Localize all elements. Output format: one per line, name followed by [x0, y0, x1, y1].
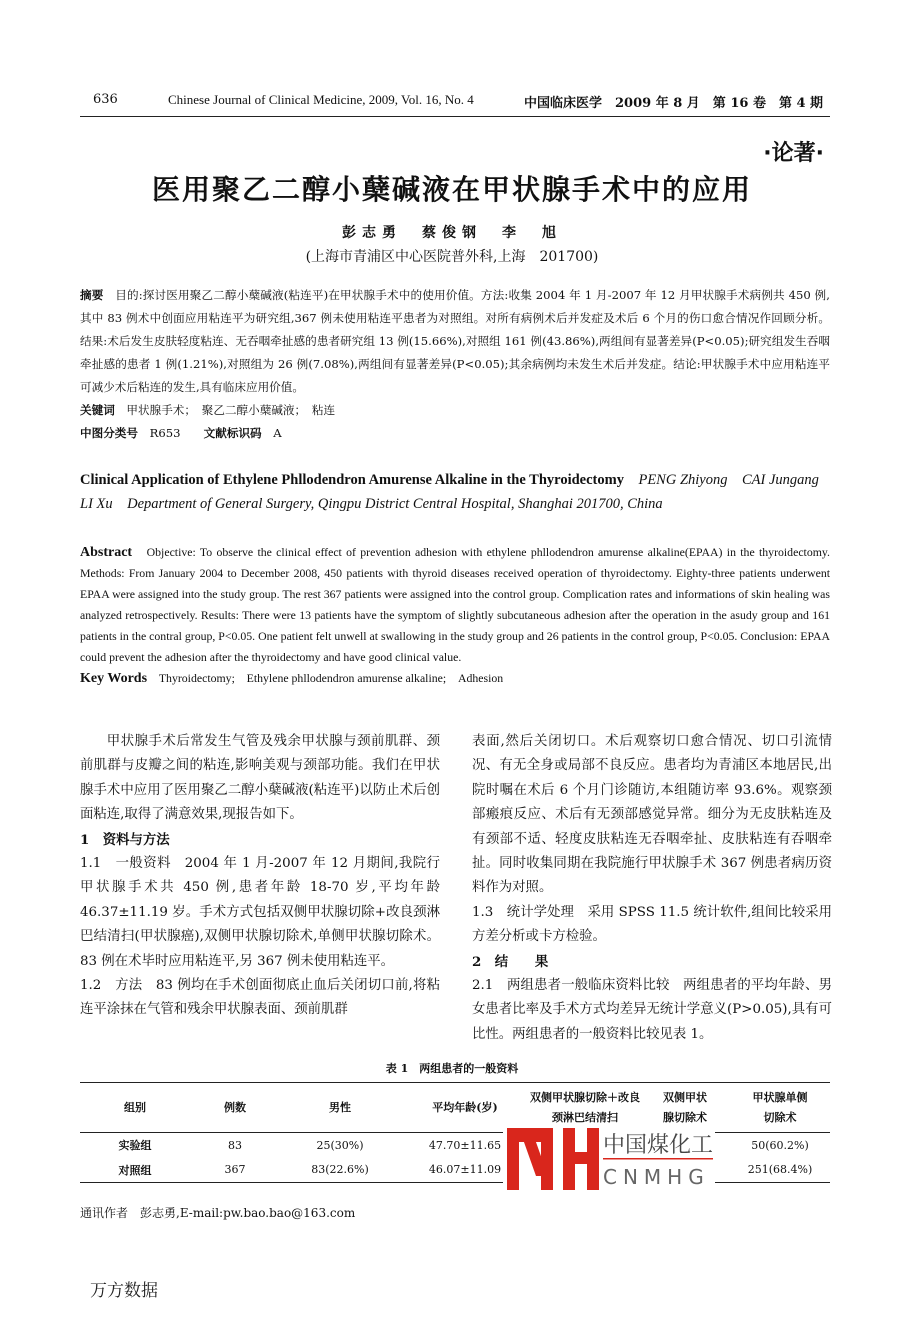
body-right-column: 表面,然后关闭切口。术后观察切口愈合情况、切口引流情况、有无全身或局部不良反应。患者均为青浦区本地居民,出院时嘱在术后 6 个月门诊随访,本组随访率 93.6%。观察颈部瘢痕反应、术后有无颈部感觉异常。细分为无皮肤粘连及有颈部不适、轻度皮肤粘连无吞咽牵扯、皮肤粘连有吞咽牵扯。同时收集同期在我院施行甲状腺手术 367 例患者病历资料作为对照。 1.3 统计学处理 采用 SPSS 11.5 统计软件,组间比较采用方差分析或卡方检验。 2 结 果 2.1 两组患者一般临床资料比较 两组患者的平均年龄、男女患者比率及手术方式均差异无统计学意义(P>0.05),具有可比性。两组患者的一般资料比较见表 1。 — [472, 734, 832, 1042]
table-row: 实验组 83 25(30%) 47.70±11.65 50(60.2%) — [118, 1138, 809, 1153]
en-title-block: Clinical Application of Ethylene Phllodendron Amurense Alkaline in the Thyroidectomy PENG Zhiyong CAI Jungang LI Xu Department of General Surgery, Qingpu District Central Hospital, Shanghai 201700, China — [80, 472, 834, 512]
table-row: 对照组 367 83(22.6%) 46.07±11.09 251(68.4%) — [80, 1158, 830, 1183]
abstract-en: Abstract Objective: To observe the clinical effect of prevention adhesion with ethylene phllodendron amurense alkaline(EPAA) in the thyroidectomy. Methods: From January 2004 to December 2008, 450 patients with thyroid diseases received operation of thyroidectomy. Eighty-three patients underwent EPAA were assigned into the study group. The rest 367 patients were assigned into the control group. Complication rates and informations of skin healing was analyzed retrospectively. Results: There were 13 patients have the symptom of slightly subcutaneous adhesion after the operation in the asudy group and 161 patients in the contral group, P<0.05. One patient felt unwell at swallowing in the study group and 26 patients in the control group, P<0.05. Conclusion: EPAA could prevent the adhesion after the thyroidectomy and have good clinical value. Key Words Thyroidectomy; Ethylene phllodendron amurense alkaline; Adhesion — [80, 545, 830, 686]
svg-text:中国煤化工: 中国煤化工 — [603, 1133, 714, 1158]
authors: 彭志勇 蔡俊钢 李 旭 — [342, 225, 562, 241]
classification: 中图分类号 R653 文献标识码 A — [80, 426, 282, 440]
source-label: 万方数据 — [90, 1281, 158, 1301]
paper-title: 医用聚乙二醇小蘖碱液在甲状腺手术中的应用 — [151, 173, 752, 206]
keywords-cn: 关键词 甲状腺手术； 聚乙二醇小蘖碱液； 粘连 — [80, 403, 336, 417]
table-header-row: 组别 例数 男性 平均年龄(岁) 双侧甲状腺切除＋改良颈淋巴结清扫 双侧甲状腺切除术 甲状腺单侧切除术 — [80, 1083, 830, 1133]
body-left-column: 甲状腺手术后常发生气管及残余甲状腺与颈前肌群、颈前肌群与皮瓣之间的粘连,影响美观与颈部功能。我们在甲状腺手术中应用了医用聚乙二醇小蘖碱液(粘连平)以防止术后创面粘连,取得了满意效果,现报告如下。 1 资料与方法 1.1 一般资料 2004 年 1 月-2007 年 12 月期间,我院行甲状腺手术共 450 例,患者年龄 18-70 岁,平均年龄 46.37±11.19 岁。手术方式包括双侧甲状腺切除+改良颈淋巴结清扫(甲状腺癌),双侧甲状腺切除术,单侧甲状腺切除术。83 例在术毕时应用粘连平,另 367 例未使用粘连平。 1.2 方法 83 例均在手术创面彻底止血后关闭切口前,将粘连平涂抹在气管和残余甲状腺表面、颈前肌群 — [80, 734, 440, 1018]
affiliation: (上海市青浦区中心医院普外科,上海 201700) — [305, 249, 599, 265]
abstract-cn: 摘要 目的:探讨医用聚乙二醇小蘖碱液(粘连平)在甲状腺手术中的使用价值。方法:收集 2004 年 1 月-2007 年 12 月甲状腺手术病例共 450 例,其中 83 例术中创面应用粘连平为研究组,367 例未使用粘连平患者为对照组。对所有病例术后并发症及术后 6 个月的伤口愈合情况作回顾分析。结果:术后发生皮肤轻度粘连、无吞咽牵扯感的患者研究组 13 例(15.66%),对照组 161 例(43.86%),两组间有显著差异(P<0.05);研究组发生吞咽牵扯感的患者 1 例(1.21%),对照组为 26 例(7.08%),两组间有显著差异(P<0.05);其余病例均未发生术后并发症。结论:甲状腺手术中应用粘连平可减少术后粘连的发生,具有临床应用价值。 — [80, 288, 830, 394]
category: ·论著· — [763, 141, 824, 166]
page-number: 636 — [93, 92, 118, 107]
corresponding-author: 通讯作者 彭志勇,E-mail:pw.bao.bao@163.com — [80, 1206, 356, 1220]
table-caption: 表 1 两组患者的一般资料 — [385, 1062, 519, 1075]
journal-cn: 中国临床医学 2009 年 8 月 第 16 卷 第 4 期 — [524, 96, 824, 111]
table-1 — [80, 1082, 830, 1183]
journal-en: Chinese Journal of Clinical Medicine, 2009, Vol. 16, No. 4 — [168, 92, 474, 107]
watermark-logo — [503, 1128, 715, 1190]
svg-text:CNMHG: CNMHG — [603, 1165, 710, 1189]
header-rule — [80, 116, 830, 117]
